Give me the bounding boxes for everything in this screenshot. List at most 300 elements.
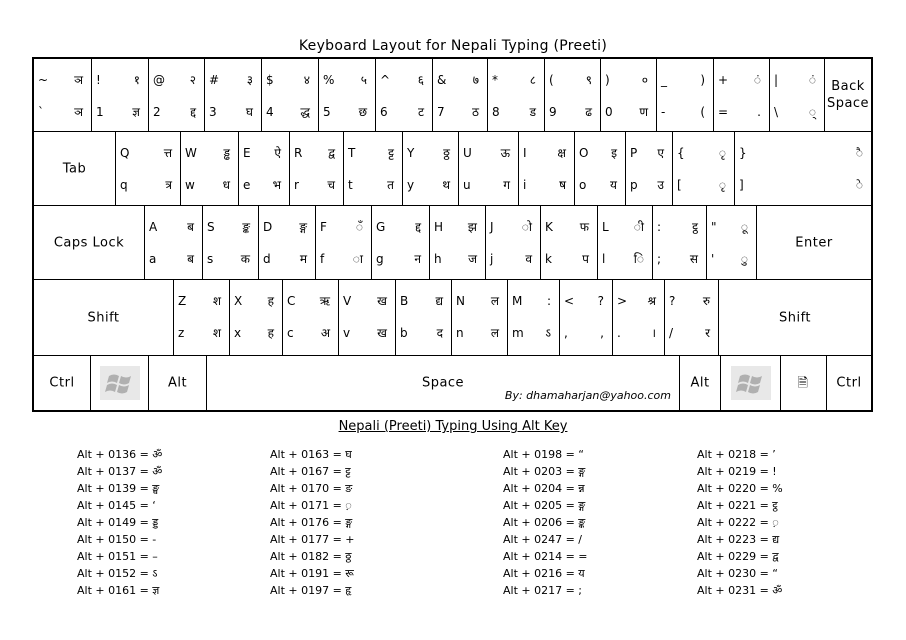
key-glyph-tr: ख: [377, 294, 387, 308]
alt-code-entry: Alt + 0217 = ;: [503, 584, 583, 597]
alt-code-entry: Alt + 0149 = ड्ड: [77, 516, 159, 529]
key-glyph-br: त: [387, 178, 394, 192]
key-glyph-tr: झ: [467, 220, 477, 234]
key-label: Shift: [87, 310, 120, 325]
alt-code-column-4: [697, 446, 783, 599]
key-label: Ctrl: [49, 375, 75, 391]
key-1[interactable]: [92, 59, 149, 131]
key-\[interactable]: [770, 59, 825, 131]
key-f[interactable]: [316, 206, 372, 279]
key-glyph-tr: ए: [657, 146, 664, 160]
key-menu[interactable]: [781, 356, 827, 410]
key-glyph-tr: ऐ: [274, 146, 281, 160]
key-glyph-bl: h: [434, 252, 442, 266]
key-label: Ctrl: [836, 375, 862, 391]
key-8[interactable]: [488, 59, 545, 131]
author-credit: By: dhamaharjan@yahoo.com: [504, 389, 671, 402]
alt-code-column-2: [270, 446, 355, 599]
key-g[interactable]: [372, 206, 430, 279]
key-glyph-bl: -: [661, 105, 666, 119]
key-glyph-bl: n: [456, 326, 464, 340]
key-4[interactable]: [262, 59, 319, 131]
keyboard-row-3: [34, 205, 871, 279]
key-w[interactable]: [181, 132, 239, 205]
key-glyph-bl: ;: [657, 252, 662, 266]
key-t[interactable]: [344, 132, 403, 205]
key-glyph-bl: ': [711, 252, 715, 266]
alt-code-entry: Alt + 0150 = -: [77, 533, 157, 546]
key-glyph-br: ठ: [472, 105, 479, 119]
key-glyph-tr: ी: [633, 220, 644, 234]
key-u[interactable]: [459, 132, 519, 205]
key-ctrl[interactable]: [827, 356, 871, 410]
key-glyph-br: श: [212, 326, 221, 340]
key-glyph-bl: z: [178, 326, 185, 340]
key-glyph-tl: ?: [669, 294, 676, 308]
key-k[interactable]: [541, 206, 598, 279]
key-glyph-tr: ह: [267, 294, 274, 308]
alt-code-entry: Alt + 0206 = ङ्क: [503, 516, 586, 529]
key-2[interactable]: [149, 59, 205, 131]
key-glyph-tl: N: [456, 294, 465, 308]
key-glyph-tl: E: [243, 146, 251, 160]
alt-code-entry: Alt + 0223 = द्य: [697, 533, 780, 546]
key-glyph-bl: l: [602, 252, 606, 266]
key-label: Tab: [62, 161, 87, 176]
key-.[interactable]: [613, 280, 665, 355]
key-][interactable]: [735, 132, 871, 205]
key-glyph-tl: Z: [178, 294, 187, 308]
keyboard-row-4: [34, 279, 871, 355]
key-glyph-br: ध: [222, 178, 230, 192]
key-glyph-tl: ~: [38, 73, 49, 87]
key-glyph-tr: ँ: [355, 220, 363, 234]
alt-code-entry: Alt + 0219 = !: [697, 465, 777, 478]
key-glyph-bl: t: [348, 178, 353, 192]
key-glyph-bl: b: [400, 326, 408, 340]
key-glyph-tl: K: [545, 220, 553, 234]
key-a[interactable]: [145, 206, 203, 279]
key-glyph-tl: :: [657, 220, 662, 234]
key-glyph-tr: ०: [641, 73, 648, 87]
key-6[interactable]: [376, 59, 433, 131]
key-h[interactable]: [430, 206, 486, 279]
key--[interactable]: [657, 59, 714, 131]
alt-code-entry: Alt + 0230 = “: [697, 567, 779, 580]
key-glyph-tl: U: [463, 146, 472, 160]
key-glyph-bl: /: [669, 326, 674, 340]
key-glyph-tr: रु: [702, 294, 710, 308]
key-glyph-bl: ,: [564, 326, 568, 340]
key-glyph-bl: 5: [323, 105, 331, 119]
key-label: Alt: [167, 375, 188, 391]
key-glyph-bl: k: [545, 252, 552, 266]
key-glyph-tl: !: [96, 73, 101, 87]
alt-code-entry: Alt + 0203 = ङ्ग: [503, 465, 586, 478]
key-glyph-tl: |: [774, 73, 779, 87]
key-glyph-br: ब: [187, 252, 194, 266]
key-`[interactable]: [34, 59, 92, 131]
key-glyph-br: ।: [651, 326, 656, 340]
alt-code-column-1: [77, 446, 162, 599]
key-glyph-br: भ: [272, 178, 281, 192]
key-glyph-br: थ: [442, 178, 450, 192]
alt-code-entry: Alt + 0204 = न्न: [503, 482, 585, 495]
key-glyph-tl: <: [564, 294, 575, 308]
key-glyph-br: क: [240, 252, 250, 266]
key-glyph-bl: p: [630, 178, 638, 192]
alt-code-entry: Alt + 0145 = ‘: [77, 499, 156, 512]
key-glyph-bl: e: [243, 178, 251, 192]
key-5[interactable]: [319, 59, 376, 131]
key-glyph-tl: %: [323, 73, 335, 87]
key-glyph-tl: #: [209, 73, 220, 87]
key-d[interactable]: [259, 206, 316, 279]
alt-code-entry: Alt + 0182 = ठ्ठ: [270, 550, 352, 563]
key-m[interactable]: [508, 280, 560, 355]
key-glyph-tl: *: [492, 73, 498, 87]
key-glyph-tr: ८: [529, 73, 536, 87]
key-glyph-br: छ: [358, 105, 367, 119]
keyboard-row-5: [34, 355, 871, 410]
key-windows[interactable]: [91, 356, 149, 410]
key-glyph-br: ऽ: [545, 326, 551, 340]
key-9[interactable]: [545, 59, 601, 131]
key-glyph-bl: 2: [153, 105, 161, 119]
key-[[interactable]: [673, 132, 735, 205]
alt-code-entry: Alt + 0214 = =: [503, 550, 588, 563]
keyboard-layout: [32, 57, 873, 412]
key-glyph-tl: M: [512, 294, 523, 308]
key-glyph-tr: ६: [417, 73, 424, 87]
key-glyph-bl: \: [774, 105, 779, 119]
key-glyph-tr: श: [212, 294, 221, 308]
alt-key-heading: Nepali (Preeti) Typing Using Alt Key: [338, 419, 568, 434]
key-glyph-tr: :: [546, 294, 551, 308]
key-e[interactable]: [239, 132, 290, 205]
key-glyph-tr: ब: [187, 220, 194, 234]
key-glyph-tr: ९: [585, 73, 592, 87]
key-,[interactable]: [560, 280, 613, 355]
key-/[interactable]: [665, 280, 719, 355]
key-glyph-tr: ऋ: [319, 294, 330, 308]
key-glyph-tl: S: [207, 220, 215, 234]
key-glyph-tl: ): [605, 73, 610, 87]
alt-code-entry: Alt + 0151 = –: [77, 550, 158, 563]
key-glyph-tr: ं: [753, 73, 761, 87]
key-caps-lock[interactable]: [34, 206, 145, 279]
key-v[interactable]: [339, 280, 396, 355]
key-3[interactable]: [205, 59, 262, 131]
key-glyph-br: न: [414, 252, 421, 266]
key-=[interactable]: [714, 59, 770, 131]
key-q[interactable]: [116, 132, 181, 205]
key-glyph-tr: श्र: [647, 294, 656, 308]
keyboard-row-1: [34, 59, 871, 131]
key-i[interactable]: [519, 132, 575, 205]
key-glyph-tl: }: [739, 146, 747, 160]
key-glyph-tl: O: [579, 146, 589, 160]
alt-code-entry: Alt + 0191 = रू: [270, 567, 354, 580]
key-glyph-br: ट: [417, 105, 424, 119]
key-shift[interactable]: [34, 280, 174, 355]
key-glyph-tl: {: [677, 146, 685, 160]
key-o[interactable]: [575, 132, 626, 205]
key-glyph-tr: ृ: [718, 146, 726, 160]
alt-code-entry: Alt + 0139 = ङ्घ: [77, 482, 160, 495]
key-label: Alt: [690, 375, 710, 391]
alt-code-entry: Alt + 0177 = +: [270, 533, 355, 546]
key-glyph-br: ,: [600, 326, 604, 340]
key-glyph-bl: c: [287, 326, 294, 340]
key-'[interactable]: [707, 206, 757, 279]
alt-code-entry: Alt + 0137 = ॐ: [77, 465, 163, 478]
key-glyph-br: ा: [352, 252, 363, 266]
key-glyph-tr: ड्ढ: [223, 146, 230, 160]
key-glyph-br: ह: [267, 326, 274, 340]
key-glyph-bl: v: [343, 326, 351, 340]
key-ctrl[interactable]: [34, 356, 91, 410]
alt-code-entry: Alt + 0221 = ट्ठ: [697, 499, 778, 512]
key-glyph-tl: C: [287, 294, 296, 308]
key-glyph-br: ृ: [718, 178, 726, 192]
context-menu-icon: 🗎: [797, 376, 808, 391]
key-glyph-bl: x: [234, 326, 242, 340]
alt-code-entry: Alt + 0167 = ट्ट: [270, 465, 351, 478]
alt-code-entry: Alt + 0218 = ’: [697, 448, 776, 461]
key-glyph-bl: 8: [492, 105, 500, 119]
key-glyph-br: ष: [559, 178, 566, 192]
key-x[interactable]: [230, 280, 283, 355]
key-glyph-bl: u: [463, 178, 471, 192]
key-tab[interactable]: [34, 132, 116, 205]
key-c[interactable]: [283, 280, 339, 355]
key-glyph-br: उ: [657, 178, 664, 192]
key-glyph-bl: s: [207, 252, 214, 266]
key-glyph-tl: D: [263, 220, 273, 234]
key-glyph-br: द: [436, 326, 443, 340]
alt-code-entry: Alt + 0163 = घ: [270, 448, 352, 461]
key-glyph-tl: Q: [120, 146, 130, 160]
key-glyph-tr: ४: [303, 73, 310, 87]
key-glyph-tr: ं: [808, 73, 816, 87]
alt-code-entry: Alt + 0205 = ङ्ग: [503, 499, 586, 512]
key-glyph-br: ख: [377, 326, 387, 340]
key-windows[interactable]: [721, 356, 781, 410]
alt-code-entry: Alt + 0176 = ङ्ग: [270, 516, 353, 529]
key-glyph-tl: F: [320, 220, 327, 234]
alt-code-entry: Alt + 0231 = ॐ: [697, 584, 783, 597]
key-glyph-tl: _: [661, 73, 667, 87]
key-glyph-br: ड: [529, 105, 536, 119]
key-label: Caps Lock: [53, 235, 125, 250]
alt-code-entry: Alt + 0220 = %: [697, 482, 783, 495]
key-glyph-bl: 7: [437, 105, 445, 119]
key-glyph-tl: R: [294, 146, 303, 160]
key-glyph-br: स: [689, 252, 698, 266]
key-glyph-br: द्ध: [300, 105, 310, 119]
alt-code-entry: Alt + 0161 = ज्ञ: [77, 584, 160, 597]
key-glyph-bl: m: [512, 326, 524, 340]
key-glyph-bl: .: [617, 326, 621, 340]
key-glyph-bl: 0: [605, 105, 613, 119]
key-glyph-br: त्र: [165, 178, 172, 192]
alt-code-entry: Alt + 0170 = ङ: [270, 482, 353, 495]
key-glyph-tr: ५: [360, 73, 367, 87]
key-glyph-tl: G: [376, 220, 386, 234]
alt-code-entry: Alt + 0171 = ़: [270, 499, 352, 512]
key-glyph-br: द्द: [190, 105, 196, 119]
key-glyph-br: र: [705, 326, 710, 340]
key-glyph-bl: 9: [549, 105, 557, 119]
key-shift[interactable]: [719, 280, 871, 355]
key-glyph-bl: g: [376, 252, 384, 266]
key-glyph-tl: L: [602, 220, 609, 234]
key-glyph-br: ल: [490, 326, 499, 340]
key-glyph-br: घ: [245, 105, 253, 119]
key-glyph-tl: Y: [407, 146, 415, 160]
key-glyph-br: च: [327, 178, 335, 192]
key-glyph-tr: ?: [597, 294, 604, 308]
key-glyph-tr: क्ष: [557, 146, 566, 160]
key-glyph-bl: o: [579, 178, 587, 192]
key-glyph-tl: ": [711, 220, 717, 234]
key-glyph-tr: ञ: [74, 73, 83, 87]
key-glyph-tl: (: [549, 73, 554, 87]
key-glyph-tl: J: [490, 220, 494, 234]
key-glyph-br: व: [525, 252, 532, 266]
key-glyph-br: प: [582, 252, 589, 266]
key-glyph-bl: 4: [266, 105, 274, 119]
key-s[interactable]: [203, 206, 259, 279]
key-glyph-tr: ू: [740, 220, 748, 234]
key-glyph-br: ञ: [74, 105, 83, 119]
key-enter[interactable]: [757, 206, 871, 279]
key-glyph-bl: y: [407, 178, 415, 192]
key-glyph-br: ्: [808, 105, 816, 119]
key-glyph-tr: ७: [472, 73, 479, 87]
alt-code-entry: Alt + 0152 = ऽ: [77, 567, 158, 580]
key-glyph-tr: फ: [579, 220, 589, 234]
key-space[interactable]: [207, 356, 680, 410]
key-;[interactable]: [653, 206, 707, 279]
key-glyph-br: ग: [503, 178, 510, 192]
key-glyph-tr: १: [133, 73, 140, 87]
key-glyph-tl: B: [400, 294, 409, 308]
key-glyph-tr: द्व: [328, 146, 335, 160]
key-glyph-bl: j: [490, 252, 494, 266]
alt-code-entry: Alt + 0197 = हृ: [270, 584, 352, 597]
key-glyph-bl: 6: [380, 105, 388, 119]
key-glyph-bl: i: [523, 178, 527, 192]
key-back-space[interactable]: [825, 59, 871, 131]
key-glyph-tr: ट्ट: [388, 146, 394, 160]
key-glyph-bl: f: [320, 252, 325, 266]
key-label: Shift: [778, 310, 812, 325]
key-y[interactable]: [403, 132, 459, 205]
key-glyph-tr: ै: [855, 146, 863, 160]
key-glyph-tr: ऊ: [500, 146, 510, 160]
alt-code-column-3: [503, 446, 588, 599]
key-glyph-tl: V: [343, 294, 352, 308]
key-glyph-tr: द्य: [435, 294, 443, 308]
key-glyph-bl: a: [149, 252, 157, 266]
windows-logo-icon: [100, 366, 140, 400]
key-glyph-tl: T: [348, 146, 356, 160]
key-glyph-tl: H: [434, 220, 444, 234]
key-glyph-tr: ठ्ठ: [443, 146, 450, 160]
key-glyph-tl: I: [523, 146, 527, 160]
key-glyph-tr: ल: [490, 294, 499, 308]
key-glyph-tl: $: [266, 73, 274, 87]
key-glyph-tl: A: [149, 220, 158, 234]
key-glyph-tr: ो: [521, 220, 532, 234]
key-glyph-tr: ङ्ग: [299, 220, 307, 234]
key-glyph-br: े: [855, 178, 863, 192]
key-glyph-br: ि: [633, 252, 644, 266]
key-j[interactable]: [486, 206, 541, 279]
key-n[interactable]: [452, 280, 508, 355]
key-z[interactable]: [174, 280, 230, 355]
key-alt[interactable]: [149, 356, 207, 410]
key-glyph-bl: ]: [739, 178, 744, 192]
key-glyph-bl: [: [677, 178, 682, 192]
key-l[interactable]: [598, 206, 653, 279]
key-glyph-br: ज: [468, 252, 477, 266]
key-label: Back Space: [826, 79, 870, 111]
key-glyph-br: (: [700, 105, 705, 119]
key-7[interactable]: [433, 59, 488, 131]
alt-code-entry: Alt + 0222 = ़: [697, 516, 779, 529]
key-b[interactable]: [396, 280, 452, 355]
key-glyph-br: अ: [320, 326, 330, 340]
key-p[interactable]: [626, 132, 673, 205]
key-glyph-bl: 3: [209, 105, 217, 119]
key-glyph-tl: ^: [380, 73, 391, 87]
key-glyph-bl: w: [185, 178, 195, 192]
key-glyph-bl: `: [38, 105, 44, 119]
windows-logo-icon: [731, 366, 771, 400]
alt-code-entry: Alt + 0216 = य: [503, 567, 585, 580]
alt-code-entry: Alt + 0229 = द्व: [697, 550, 779, 563]
key-glyph-tr: ट्ठ: [692, 220, 698, 234]
key-glyph-br: ढ: [585, 105, 592, 119]
alt-code-entry: Alt + 0198 = “: [503, 448, 585, 461]
key-glyph-br: य: [610, 178, 617, 192]
key-label: Enter: [795, 235, 833, 250]
key-glyph-tr: ३: [246, 73, 253, 87]
key-r[interactable]: [290, 132, 344, 205]
key-glyph-br: ज्ञ: [132, 105, 140, 119]
page-title: Keyboard Layout for Nepali Typing (Preeti): [298, 38, 608, 54]
key-glyph-bl: d: [263, 252, 271, 266]
key-glyph-bl: r: [294, 178, 299, 192]
key-glyph-br: .: [757, 105, 761, 119]
alt-code-entry: Alt + 0247 = /: [503, 533, 583, 546]
alt-code-entry: Alt + 0136 = ॐ: [77, 448, 163, 461]
key-glyph-br: म: [299, 252, 307, 266]
key-glyph-tl: P: [630, 146, 638, 160]
key-glyph-bl: q: [120, 178, 128, 192]
key-0[interactable]: [601, 59, 657, 131]
key-alt[interactable]: [680, 356, 721, 410]
key-glyph-bl: 1: [96, 105, 104, 119]
key-glyph-tr: इ: [611, 146, 617, 160]
key-glyph-tl: X: [234, 294, 243, 308]
keyboard-row-2: [34, 131, 871, 205]
key-glyph-bl: =: [718, 105, 729, 119]
key-glyph-tr: २: [189, 73, 196, 87]
